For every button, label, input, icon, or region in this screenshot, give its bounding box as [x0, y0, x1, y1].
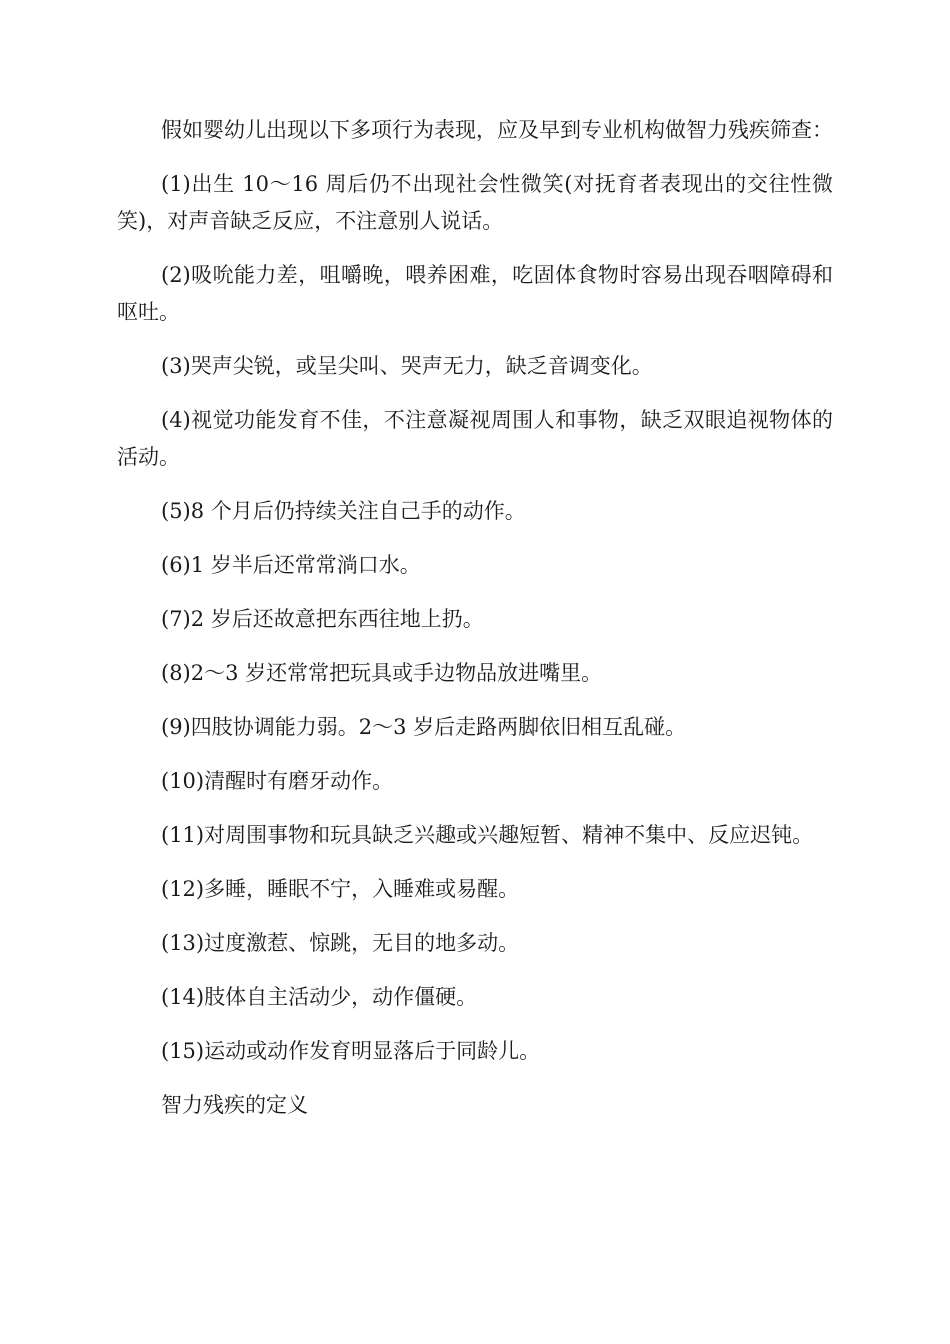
- list-item: (12)多睡，睡眠不宁，入睡难或易醒。: [161, 877, 520, 901]
- list-item: (13)过度激惹、惊跳，无目的地多动。: [161, 931, 520, 955]
- list-item: (3)哭声尖锐，或呈尖叫、哭声无力，缺乏音调变化。: [161, 354, 653, 378]
- list-item: (7)2 岁后还故意把东西往地上扔。: [161, 607, 484, 631]
- list-item: (5)8 个月后仍持续关注自己手的动作。: [161, 499, 526, 523]
- list-item: (2)吸吮能力差，咀嚼晚，喂养困难，吃固体食物时容易出现吞咽障碍和呕吐。: [117, 263, 833, 324]
- list-item: (6)1 岁半后还常常淌口水。: [161, 553, 421, 577]
- list-item: (15)运动或动作发育明显落后于同龄儿。: [161, 1039, 541, 1063]
- list-item: (4)视觉功能发育不佳，不注意凝视周围人和事物，缺乏双眼追视物体的活动。: [117, 408, 833, 469]
- document-body: [117, 112, 833, 1141]
- list-item: (1)出生 10～16 周后仍不出现社会性微笑(对抚育者表现出的交往性微笑)，对声音缺乏反应，不注意别人说话。: [117, 172, 833, 233]
- list-item: (9)四肢协调能力弱。2～3 岁后走路两脚依旧相互乱碰。: [161, 715, 687, 739]
- list-item: (8)2～3 岁还常常把玩具或手边物品放进嘴里。: [161, 661, 603, 685]
- list-item: (10)清醒时有磨牙动作。: [161, 769, 394, 793]
- list-item: (14)肢体自主活动少，动作僵硬。: [161, 985, 478, 1009]
- section-heading: 智力残疾的定义: [161, 1093, 308, 1117]
- intro-paragraph: 假如婴幼儿出现以下多项行为表现，应及早到专业机构做智力残疾筛查：: [161, 118, 833, 142]
- list-item: (11)对周围事物和玩具缺乏兴趣或兴趣短暂、精神不集中、反应迟钝。: [161, 823, 814, 847]
